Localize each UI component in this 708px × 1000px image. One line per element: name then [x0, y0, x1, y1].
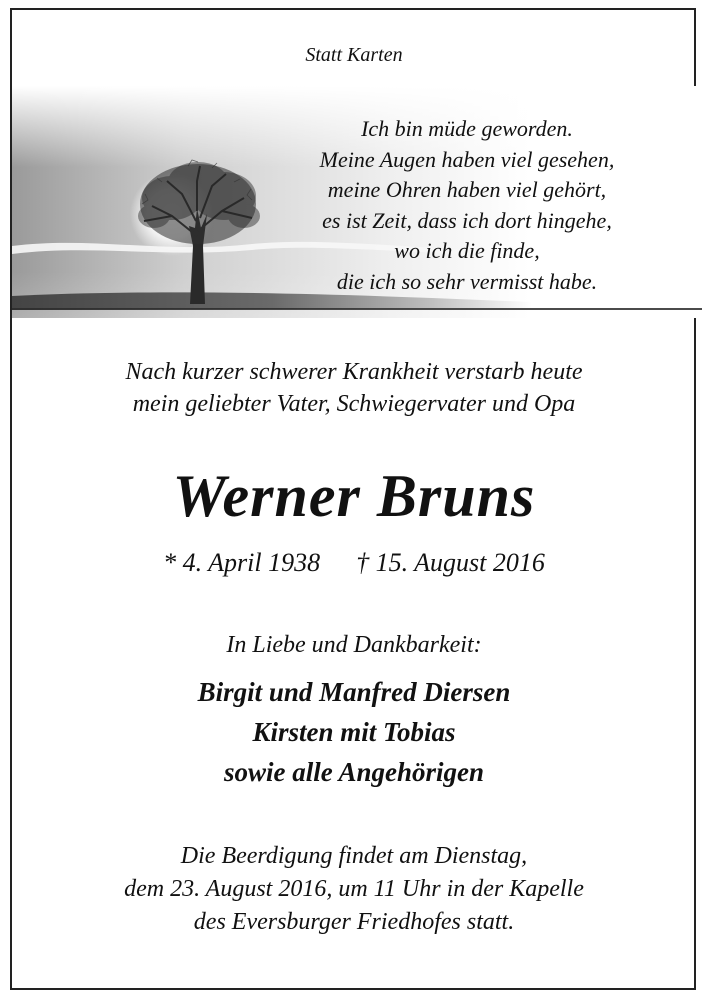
birth-date: * 4. April 1938 [163, 548, 321, 577]
poem-line: Meine Augen haben viel gesehen, [319, 146, 615, 172]
funeral-details [0, 840, 708, 939]
mourner-line: sowie alle Angehörigen [223, 757, 485, 787]
header-note: Statt Karten [305, 44, 403, 66]
poem-line: meine Ohren haben viel gehört, [327, 177, 607, 202]
poem-line: wo ich die finde, [394, 238, 540, 263]
mourners-list [0, 672, 708, 792]
thanks-line: In Liebe und Dankbarkeit: [226, 632, 482, 658]
funeral-line: Die Beerdigung findet am Dienstag, [180, 843, 528, 869]
intro-line: mein geliebter Vater, Schwiegervater und Opa [132, 391, 576, 417]
life-dates [0, 548, 708, 578]
death-date: † 15. August 2016 [356, 548, 545, 577]
mourner-line: Birgit und Manfred Diersen [197, 677, 511, 707]
funeral-line: des Eversburger Friedhofes statt. [193, 909, 515, 935]
funeral-line: dem 23. August 2016, um 11 Uhr in der Kapelle [124, 876, 584, 902]
deceased-name: Werner Bruns [172, 463, 536, 529]
poem-line: es ist Zeit, dass ich dort hingehe, [322, 207, 612, 233]
poem-line: Ich bin müde geworden. [361, 116, 573, 141]
poem-line: die ich so sehr vermisst habe. [336, 268, 598, 294]
intro-text [0, 356, 708, 420]
intro-line: Nach kurzer schwerer Krankheit verstarb heute [125, 359, 583, 385]
poem [262, 114, 672, 297]
mourner-line: Kirsten mit Tobias [252, 717, 456, 747]
